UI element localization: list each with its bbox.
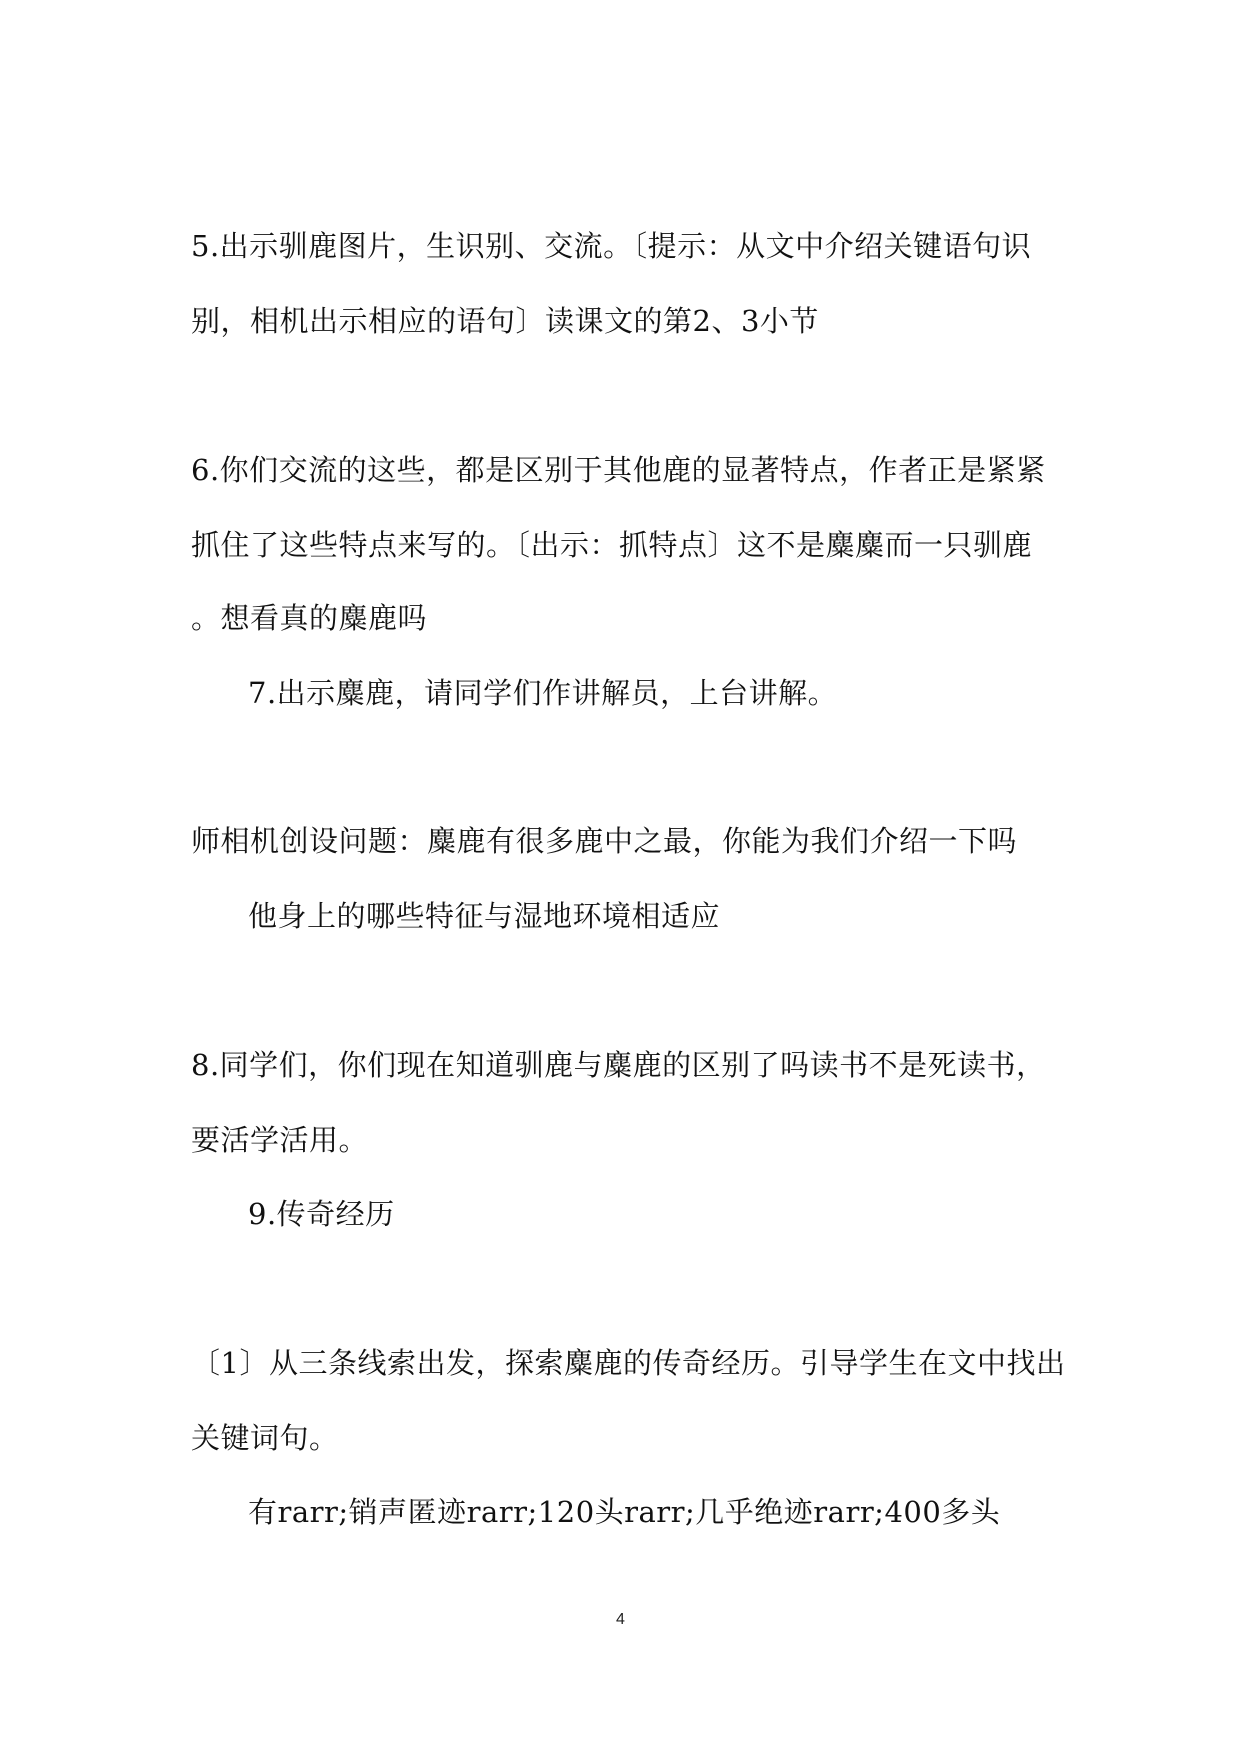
paragraph-8-line-2: 要活学活用。	[191, 1123, 369, 1157]
page-number: 4	[616, 1611, 625, 1628]
paragraph-8-line-1: 8.同学们，你们现在知道驯鹿与麋鹿的区别了吗读书不是死读书，	[191, 1048, 1046, 1082]
teacher-question: 师相机创设问题：麋鹿有很多鹿中之最，你能为我们介绍一下吗	[191, 824, 1018, 858]
paragraph-7: 7.出示麋鹿，请同学们作讲解员，上台讲解。	[248, 676, 838, 710]
paragraph-5-line-1: 5.出示驯鹿图片，生识别、交流。〔提示：从文中介绍关键语句识	[191, 229, 1032, 263]
paragraph-6-line-3: 。想看真的麋鹿吗	[191, 601, 428, 635]
paragraph-6-line-1: 6.你们交流的这些，都是区别于其他鹿的显著特点，作者正是紧紧	[191, 453, 1046, 487]
paragraph-9-heading: 9.传奇经历	[248, 1197, 395, 1231]
item-1-line-2: 关键词句。	[191, 1421, 339, 1455]
keyword-sequence: 有rarr;销声匿迹rarr;120头rarr;几乎绝迹rarr;400多头	[248, 1495, 1001, 1529]
question-followup: 他身上的哪些特征与湿地环境相适应	[248, 899, 721, 933]
paragraph-6-line-2: 抓住了这些特点来写的。〔出示：抓特点〕这不是麋麋而一只驯鹿	[191, 528, 1033, 562]
item-1-line-1: 〔1〕从三条线索出发，探索麋鹿的传奇经历。引导学生在文中找出	[191, 1346, 1066, 1380]
paragraph-5-line-2: 别，相机出示相应的语句〕读课文的第2、3小节	[191, 304, 819, 338]
